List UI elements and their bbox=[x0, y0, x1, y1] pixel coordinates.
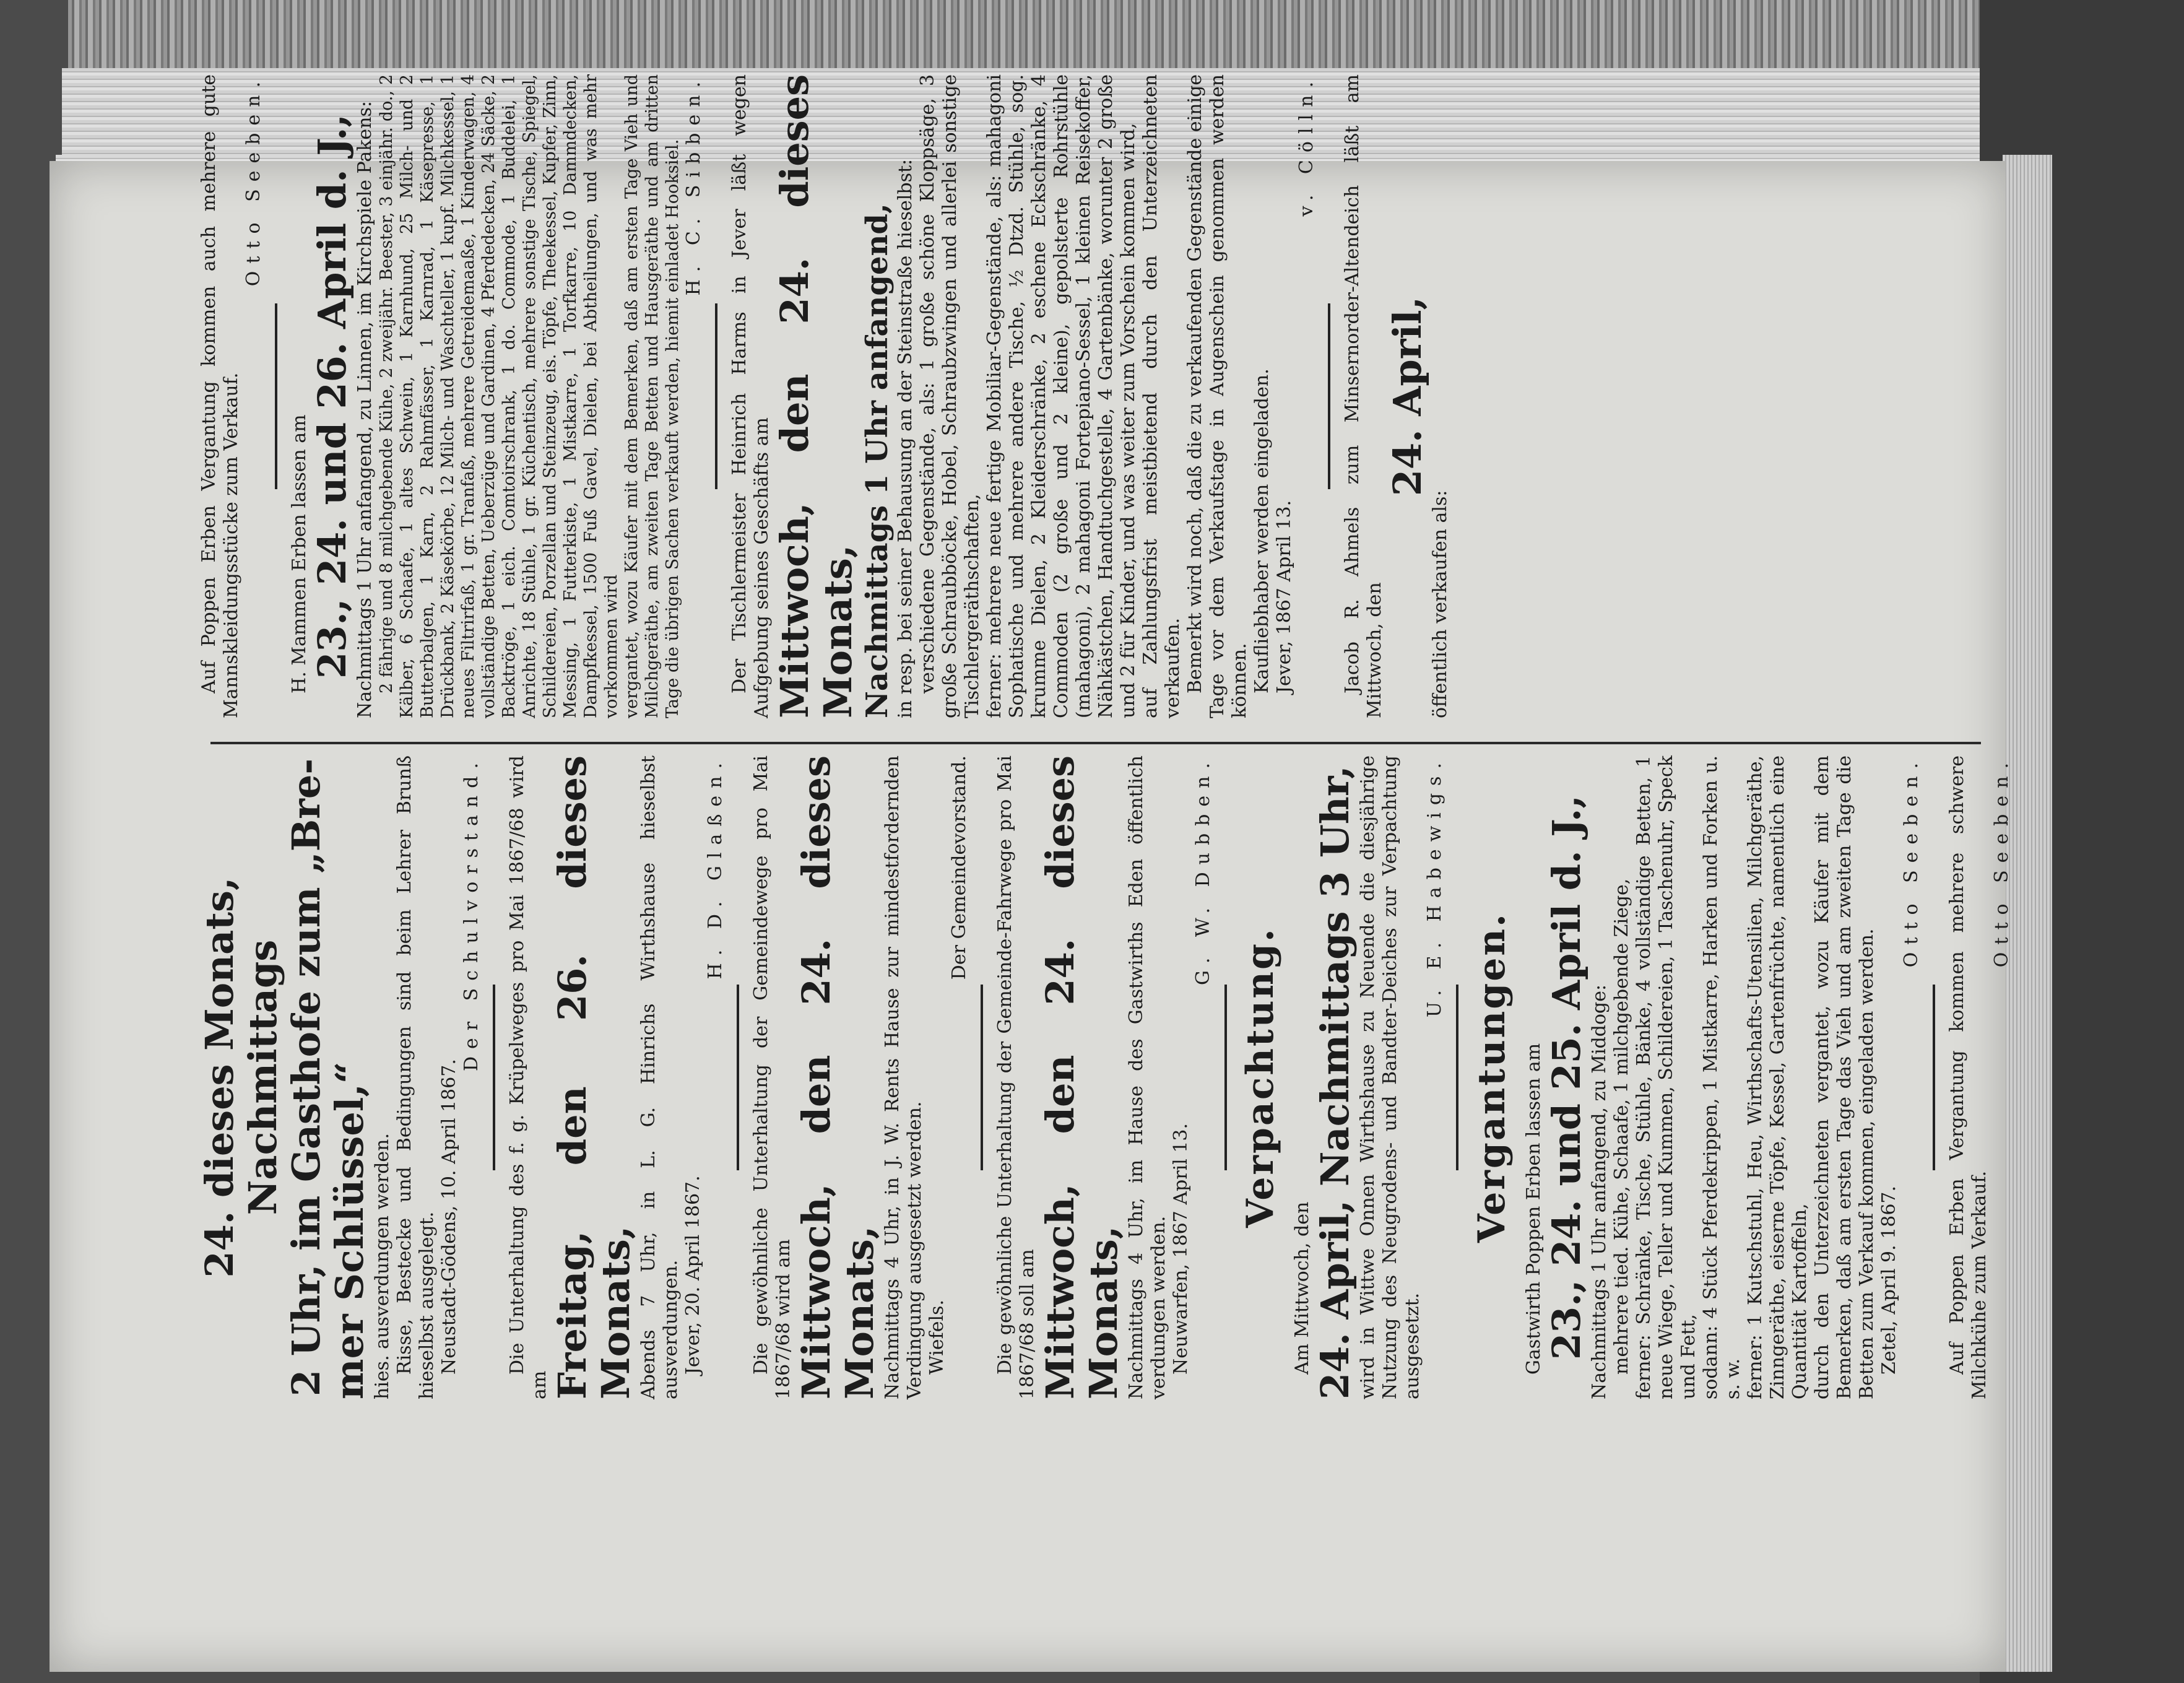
ad-text: Nachmittags 4 Uhr, in J. W. Rents Hause zur mindestfordernden Verdingung ausgesetzt werden. bbox=[882, 755, 925, 1399]
divider bbox=[981, 985, 983, 1170]
divider bbox=[493, 985, 495, 1170]
ad-signature: Der Schulvorstand. bbox=[461, 755, 482, 1072]
ad-text: mehrere tied. Kühe, Schaafe, 1 milchgebende Ziege, bbox=[1611, 878, 1632, 1375]
ad-text: Bemerkt wird noch, daß die zu verkaufenden Gegenstände einige Tage vor dem Verkaufstage in Augenschein genommen werden können. bbox=[1184, 74, 1250, 718]
ad-date-heading: 23., 24. und 26. April d. J., bbox=[310, 113, 355, 679]
ad-date-heading: 24. April, Nachmittags 3 Uhr, bbox=[1312, 765, 1358, 1399]
ad-date-heading: 23., 24. und 25. April d. J., bbox=[1544, 794, 1589, 1360]
ad-time-heading: Nachmittags 1 Uhr anfangend, bbox=[860, 203, 895, 718]
advert-kruepelweg bbox=[506, 755, 739, 1399]
ad-signature: Otto Seeben. bbox=[1900, 755, 1922, 968]
ad-text: durch den Unterzeichneten vergantet, wozu Käufer mit dem Bemerken, daß am ersten Tage das Vieh und am zweiten Tage die Betten zum Verkauf kommen, eingeladen werden. bbox=[1811, 755, 1878, 1399]
section-heading: Verpachtung. bbox=[1239, 927, 1282, 1228]
ad-signature: H. D. Glaßen. bbox=[704, 755, 726, 980]
ad-text: Die gewöhnliche Unterhaltung der Gemeinde-Fahrwege pro Mai 1867/68 soll am bbox=[994, 755, 1038, 1399]
ad-place-date: Jever, 1867 April 13. bbox=[1273, 500, 1295, 694]
ad-signature: H. C. Sibben. bbox=[683, 74, 704, 296]
ad-text: Nachmittags 4 Uhr, im Hause des Gastwirths Eden öffentlich verdungen werden. bbox=[1125, 755, 1169, 1399]
ad-place-date: Neuwarfen, 1867 April 13. bbox=[1170, 1123, 1192, 1375]
section-heading: Vergantungen. bbox=[1470, 912, 1514, 1243]
ad-heading-line: mer Schlüssel,“ bbox=[327, 1061, 372, 1399]
ad-text: wird in Wittwe Onnen Wirthshause zu Neuende die diesjährige Nutzung des Neugrodens- und Bandter-Deiches zur Verpachtung ausgesetzt. bbox=[1357, 755, 1423, 1399]
advert-tischlermeister bbox=[729, 74, 1330, 718]
ad-item-list: 2 fährige und 8 milchgebende Kühe, 2 zweijähr. Beester, 3 einjähr. do., 2 Kälber, 6 Schaafe, 1 altes Schwein, 1 Karnhund, 25 Milch- und 2 Butterbalgen, 1 Karn, 2 Rahmfässer, 1 Karnrad, 1 Käsepresse, 1 Drückbank, 2 Käsekörbe, 12 Milch- und Waschteller, 1 kupf. Milchkessel, 1 neues Filtrirfaß, 1 gr. Tranfaß, mehrere Getreidemaaße, 1 Kinderwagen, 4 vollständige Betten, Ueberzüge und Gardinen, 4 Pferdedecken, 24 Säcke, 2 Backtröge, 1 eich. Comtoirschrank, 1 do. Commode, 1 Buddelei, 1 Anrichte, 18 Stühle, 1 gr. Küchentisch, mehrere sonstige Tische, Spiegel, Schildereien, Porzellan und Steinzeug, eis. Töpfe, Theekessel, Kupfer, Zinn, Messing, 1 Futterkiste, 1 Mistkarre, 1 Torfkarre, 10 Dammdecken, Dampfkessel, 1500 Fuß Gavel, Dielen, bei Abtheilungen, und was mehr vorkommen wird bbox=[377, 74, 621, 718]
column-rule bbox=[210, 742, 1981, 744]
ad-heading-line: 2 Uhr, im Gasthofe zum „Bre- bbox=[284, 758, 329, 1397]
ad-text: Auf Poppen Erben Vergantung kommen auch mehrere gute Mannskleidungsstücke zum Verkauf. bbox=[198, 74, 242, 718]
ad-text: Nachmittags 1 Uhr anfangend, zu Linnen, im Kirchspiele Pakens: bbox=[354, 101, 376, 718]
ad-text: hies. ausverdungen werden. bbox=[371, 1133, 393, 1399]
ad-text: Die Unterhaltung des f. g. Krüpelweges pro Mai 1867/68 wird am bbox=[506, 755, 550, 1399]
ad-text: ferner: 1 Kutschstuhl, Heu, Wirthschafts-Utensilien, Milchgeräthe, Zinngeräthe, eiserne Töpfe, Kessel, Gartenfrüchte, namentlich eine Quantität Kartoffeln, bbox=[1744, 755, 1811, 1399]
ad-text: H. Mammen Erben lassen am bbox=[288, 414, 310, 694]
ad-place-date: Zetel, April 9. 1867. bbox=[1878, 1185, 1900, 1375]
advert-fahrwege bbox=[994, 755, 1227, 1399]
ad-text: öffentlich verkaufen als: bbox=[1429, 490, 1451, 718]
right-column bbox=[198, 74, 1993, 718]
ad-text: Risse, Bestecke und Bedingungen sind beim Lehrer Brunß hieselbst ausgelegt. bbox=[394, 755, 438, 1399]
ad-text: sodann: 4 Stück Pferdekrippen, 1 Mistkarre, Harken und Forken u. s. w. bbox=[1700, 755, 1744, 1399]
divider bbox=[1933, 985, 1935, 1170]
advert-vergantungen bbox=[1470, 755, 1935, 1399]
ad-date-heading: Mittwoch, den 24. dieses Monats, bbox=[772, 74, 860, 718]
rotated-newspaper-sheet bbox=[197, 50, 2013, 1437]
ad-signature: Otto Seeben. bbox=[243, 74, 264, 287]
ad-heading-line: 24. dieses Monats, Nachmittags bbox=[197, 877, 285, 1278]
divider bbox=[1328, 303, 1330, 489]
left-column bbox=[197, 755, 2013, 1399]
ad-place-date: Jever, 20. April 1867. bbox=[682, 1175, 704, 1375]
ad-text: in resp. bei seiner Behausung an der Steinstraße hieselbst: bbox=[895, 159, 916, 718]
ad-date-heading: 24. April, bbox=[1385, 296, 1430, 497]
ad-text: ferner: Schränke, Tische, Stühle, Bänke, 4 vollständige Betten, 1 neue Wiege, Teller und Kummen, Schildereien, 1 Taschenuhr, Speck und Fett, bbox=[1633, 755, 1699, 1399]
ad-text: Nachmittags 1 Uhr anfangend, zu Middoge: bbox=[1588, 984, 1610, 1399]
ad-signature: Otto Seeben. bbox=[1991, 755, 2013, 968]
ad-text: Die gewöhnliche Unterhaltung der Gemeindewege pro Mai 1867/68 wird am bbox=[750, 755, 794, 1399]
ad-date-heading: Freitag, den 26. dieses Monats, bbox=[550, 755, 638, 1399]
divider bbox=[1456, 985, 1458, 1170]
ad-text: Auf Poppen Erben Vergantung kommen mehrere schwere Milchkühe zum Verkauf. bbox=[1946, 755, 1990, 1399]
ad-signature: Der Gemeindevorstand. bbox=[948, 755, 970, 980]
ad-text: Jacob R. Ahmels zum Minsernorder-Altendeich läßt am Mittwoch, den bbox=[1341, 74, 1385, 718]
divider bbox=[715, 303, 717, 489]
ad-date-heading: Mittwoch, den 24. dieses Monats, bbox=[794, 755, 882, 1399]
ad-text: Am Mittwoch, den bbox=[1291, 1201, 1313, 1375]
advert-gemeindewege bbox=[750, 755, 983, 1399]
ad-text: Gastwirth Poppen Erben lassen am bbox=[1523, 1043, 1545, 1375]
ad-text: auf Zahlungsfrist meistbietend durch den Unterzeichneten verkaufen. bbox=[1140, 74, 1184, 718]
ad-text: Kaufliebhaber werden eingeladen. bbox=[1251, 368, 1273, 694]
ad-signature: G. W. Dubben. bbox=[1192, 755, 1214, 986]
divider bbox=[737, 985, 739, 1170]
ad-signature: U. E. Habewigs. bbox=[1424, 755, 1445, 1017]
ad-text: Abends 7 Uhr, in L. G. Hinrichs Wirthshause hieselbst ausverdungen. bbox=[638, 755, 682, 1399]
advert-school-works bbox=[198, 755, 495, 1399]
ad-text: vergantet, wozu Käufer mit dem Bemerken, daß am ersten Tage Vieh und Milchgeräthe, am zweiten Tage Betten und Hausgeräthe und am dritten Tage die übrigen Sachen verkauft werden, hiemit einladet Hooksiel. bbox=[622, 74, 682, 718]
ad-text: Der Tischlermeister Heinrich Harms in Jever läßt wegen Aufgebung seines Geschäfts am bbox=[729, 74, 773, 718]
advert-mannskleidung bbox=[198, 74, 277, 718]
ad-place: Wiefels. bbox=[926, 1299, 948, 1375]
advert-mammen-erben bbox=[288, 74, 717, 718]
ad-place-date: Neustadt-Gödens, 10. April 1867. bbox=[438, 1059, 460, 1375]
ad-text: verschiedene Gegenstände, als: 1 große schöne Kloppsäge, 3 große Schraubböcke, Hobel, Schraubzwingen und allerlei sonstige Tischlergeräthschaften, bbox=[917, 74, 983, 718]
divider bbox=[1224, 985, 1227, 1170]
advert-verpachtung bbox=[1238, 755, 1458, 1399]
advert-milchkuehe bbox=[1946, 755, 2013, 1399]
ad-signature: v. Cölln. bbox=[1296, 74, 1317, 217]
ad-text: ferner: mehrere neue fertige Mobiliar-Gegenstände, als: mahagoni Sophatische und mehrere andere Tische, ½ Dtzd. Stühle, sog. krumme Dielen, 2 Kleiderschränke, 2 eschene Eckschränke, 4 Commoden (2 große und 2 kleine), gepolsterte Rohrstühle (mahagoni), 2 mahagoni Fortepiano-Sessel, 1 kleinen Reisekoffer, Nähkästchen, Handtuchgestelle, 4 Gartenbänke, worunter 2 große und 2 für Kinder, und was weiter zum Vorschein kommen wird, bbox=[984, 74, 1139, 718]
advert-ahmels bbox=[1341, 74, 1452, 718]
divider bbox=[275, 303, 277, 489]
ad-date-heading: Mittwoch, den 24. dieses Monats, bbox=[1038, 755, 1126, 1399]
